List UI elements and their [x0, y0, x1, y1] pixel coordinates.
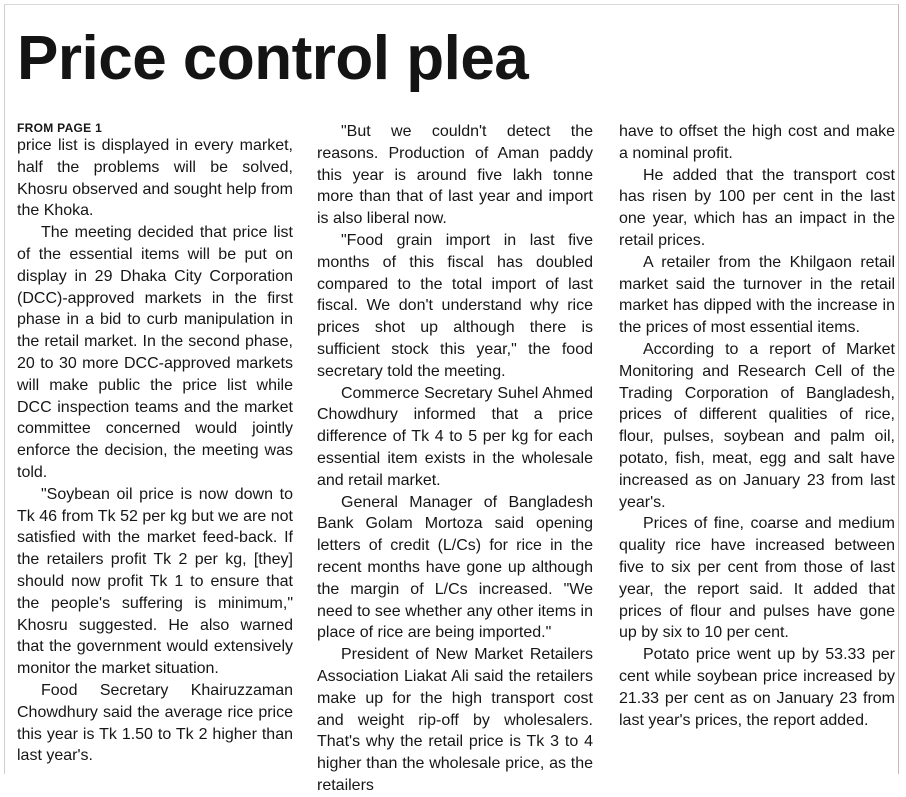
paragraph: "Soybean oil price is now down to Tk 46 from Tk 52 per kg but we are not satisfied with the market feed-back. If the retailers profit Tk 2 per kg, [they] should now profit Tk 1 to ensure that the people's suffering is minimum," Khosru suggested. He also warned that the government would extensively monitor the market situation. — [17, 485, 293, 678]
news-clipping — [4, 4, 899, 794]
headline: Price control plea — [17, 24, 529, 93]
paragraph: "Food grain import in last five months of this fiscal has doubled compared to the total import of last fiscal. We don't understand why rice prices shot up although there is sufficient stock this year," the food secretary told the meeting. — [317, 231, 593, 380]
paragraph: According to a report of Market Monitoring and Research Cell of the Trading Corporation of Bangladesh, prices of different qualities of rice, flour, pulses, soybean and palm oil, potato, fish, meat, egg and salt have increased as on January 23 from last year's. — [619, 340, 895, 511]
paragraph: General Manager of Bangladesh Bank Golam Mortoza said opening letters of credit (L/Cs) for rice in the recent months have gone up although the margin of L/Cs increased. "We need to see whether any other items in place of rice are being imported." — [317, 493, 593, 642]
paragraph: He added that the transport cost has risen by 100 per cent in the last one year, which has an impact in the retail prices. — [619, 166, 895, 249]
kicker-from-page-1: FROM PAGE 1 — [17, 121, 103, 135]
paragraph: Food Secretary Khairuzzaman Chowdhury said the average rice price this year is Tk 1.50 to Tk 2 higher than last year's. — [17, 681, 293, 765]
paragraph: have to offset the high cost and make a nominal profit. — [619, 123, 895, 162]
paragraph: Prices of fine, coarse and medium quality rice have increased between five to six per cent from those of last year, the report said. It added that prices of flour and pulses have gone up by six to 10 per cent. — [619, 515, 895, 642]
column-2 — [317, 121, 593, 794]
paragraph: Potato price went up by 53.33 per cent while soybean price increased by 21.33 per cent as on January 23 from last year's prices, the report added. — [619, 646, 895, 729]
paragraph: "But we couldn't detect the reasons. Production of Aman paddy this year is around five lakh tonne more than that of last year and import is also liberal now. — [317, 123, 593, 228]
column-1 — [17, 121, 293, 769]
paragraph: A retailer from the Khilgaon retail market said the turnover in the retail market has dipped with the increase in the prices of most essential items. — [619, 253, 895, 337]
paragraph: Commerce Secretary Suhel Ahmed Chowdhury informed that a price difference of Tk 4 to 5 per kg for each essential item exists in the wholesale and retail market. — [317, 384, 593, 489]
paragraph: The meeting decided that price list of the essential items will be put on display in 29 Dhaka City Corporation (DCC)-approved markets in the first phase in a bid to curb manipulation in the retail market. In the second phase, 20 to 30 more DCC-approved markets will make public the price list while DCC inspection teams and the market committee concerned would jointly enforce the decision, the meeting was told. — [17, 224, 293, 481]
column-3 — [619, 121, 895, 769]
paragraph: price list is displayed in every market, half the problems will be solved, Khosru observed and sought help from the Khoka. — [17, 137, 293, 220]
paragraph: President of New Market Retailers Association Liakat Ali said the retailers make up for the high transport cost and weight rip-off by wholesalers. That's why the retail price is Tk 3 to 4 higher than the wholesale price, as the retailers — [317, 646, 593, 794]
